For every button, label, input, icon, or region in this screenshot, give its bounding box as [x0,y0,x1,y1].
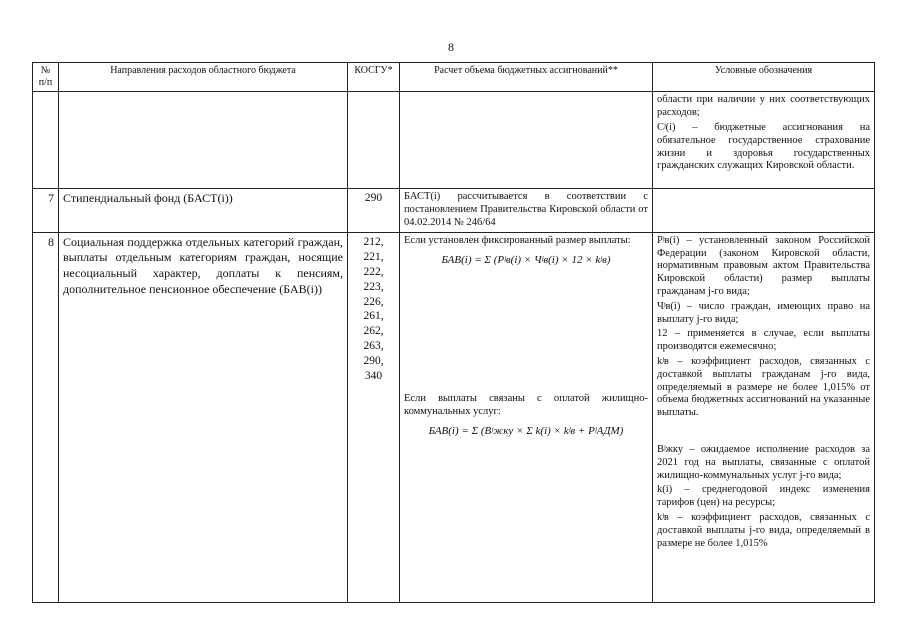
header-legend: Условные обозначения [653,63,875,92]
calc-cell: БАСТ(i) рассчитывается в соответствии с постановлением Правительства Кировской области от 04.02.2014 № 246/64 [400,189,653,232]
kosgu-cell: 212, 221, 222, 223, 226, 261, 262, 263, 290, 340 [348,232,400,602]
header-direction: Направления расходов областного бюджета [59,63,348,92]
header-num: № п/п [33,63,59,92]
table-row-continuation [33,92,875,189]
header-calc: Расчет объема бюджетных ассигнований** [400,63,653,92]
kosgu-cell: 290 [348,189,400,232]
formula-housing-payment: БАВ(i) = Σ (Вʲжку × Σ k(i) × kʲв + РʲАДМ) [428,424,624,437]
page-number: 8 [448,40,454,54]
direction-cell: Социальная поддержка отдельных категорий граждан, выплаты отдельным категориям граждан, носящие несоциальный характер, доплаты к пенсиям, дополнительное пенсионное обеспечение (БАВ(i)) [59,232,348,602]
legend-cell: области при наличии у них соответствующих расходов; Cʲ(i) – бюджетные ассигнования на обязательное государственное страхование жизни и здоровья государственных гражданских служащих Кировской области. [653,92,875,189]
row-number: 8 [33,232,59,602]
direction-cell: Стипендиальный фонд (БАСТ(i)) [59,189,348,232]
table-header-row [33,63,875,92]
formula-fixed-payment: БАВ(i) = Σ (Рʲв(i) × Чʲв(i) × 12 × kʲв) [441,253,611,266]
calc-cell: Если установлен фиксированный размер выплаты: БАВ(i) = Σ (Рʲв(i) × Чʲв(i) × 12 × kʲв) Если выплаты связаны с оплатой жилищно-коммунальных услуг: БАВ(i) = Σ (Вʲжку × Σ k(i) × kʲв + РʲАДМ) [400,232,653,602]
row-number: 7 [33,189,59,232]
table-row-7 [33,189,875,232]
budget-table [32,62,875,603]
table-row-8 [33,232,875,602]
legend-cell: Рʲв(i) – установленный законом Российской Федерации (законом Кировской области, нормативным правовым актом Правительства Кировской области) размер выплаты гражданам j-го вида; Чʲв(i) – число граждан, имеющих право на выплату j-го вида; 12 – применяется в случае, если выплаты производятся ежемесячно; kʲв – коэффициент расходов, связанных с доставкой выплаты гражданам j-го вида, определяемый в размере не более 1,015% от объема бюджетных ассигнований на указанные выплаты. Вʲжку – ожидаемое исполнение расходов за 2021 год на выплаты, связанные с оплатой жилищно-коммунальных услуг j-го вида; k(i) – среднегодовой индекс изменения тарифов (цен) на ресурсы; kʲв – коэффициент расходов, связанных с доставкой выплаты j-го вида, определяемый в размере не более 1,015% [653,232,875,602]
header-kosgu: КОСГУ* [348,63,400,92]
